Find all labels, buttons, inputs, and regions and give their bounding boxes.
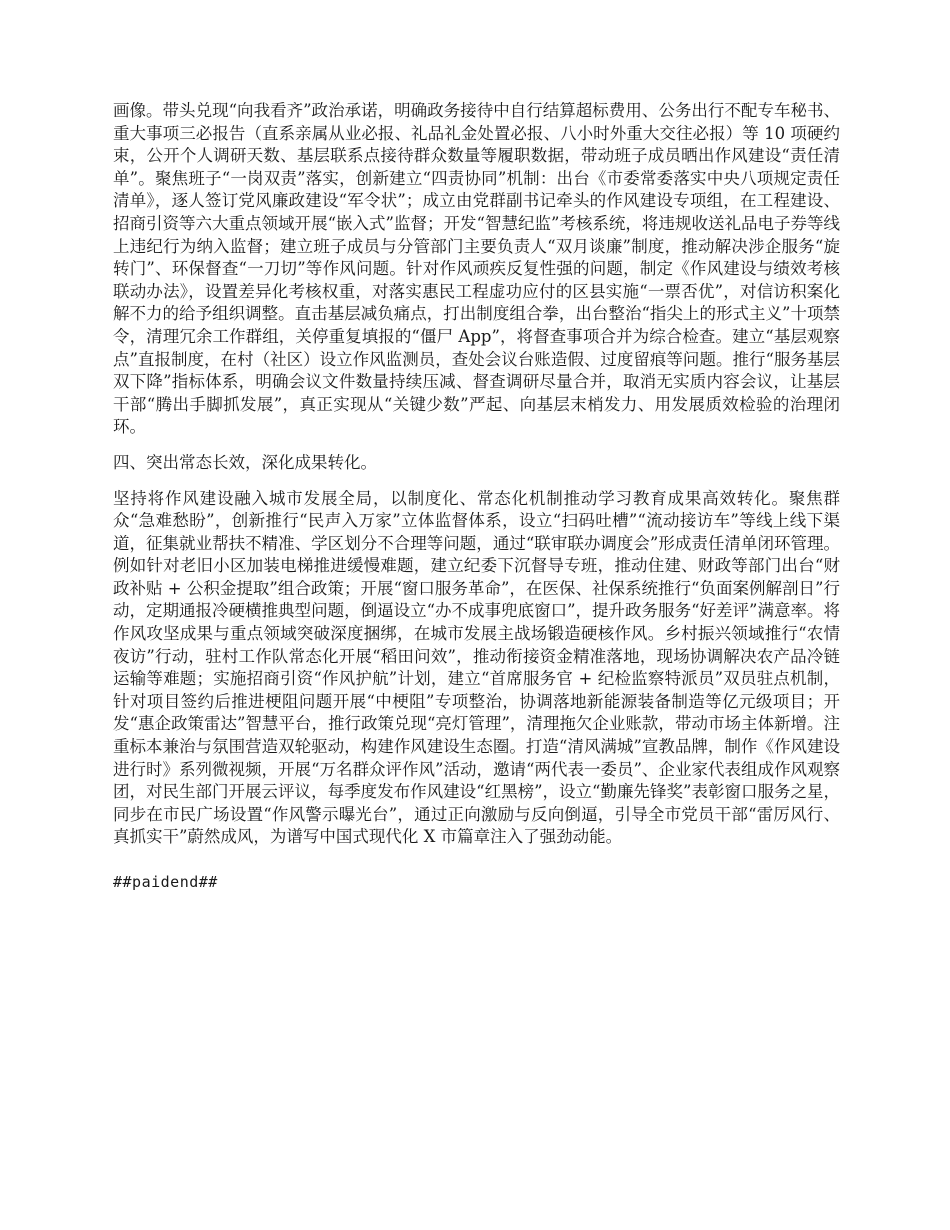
section-heading: 四、突出常态长效，深化成果转化。 xyxy=(113,452,377,472)
paid-end-marker: ##paidend## xyxy=(113,873,218,891)
body-paragraph: 画像。带头兑现“向我看齐”政治承诺，明确政务接待中自行结算超标费用、公务出行不配专车秘书、重大事项三必报告（直系亲属从业必报、礼品礼金处置必报、八小时外重大交往必报）等 10 项硬约束，公开个人调研天数、基层联系点接待群众数量等履职数据，带动班子成员晒出作风建设“责任清单”。聚焦班子“一岗双责”落实，创新建立“四责协同”机制：出台《市委常委落实中央八项规定责任清单》，逐人签订党风廉政建设“军令状”；成立由党群副书记牵头的作风建设专项组，在工程建设、招商引资等六大重点领域开展“嵌入式”监督；开发“智慧纪监”考核系统，将违规收送礼品电子券等线上违纪行为纳入监督；建立班子成员与分管部门主要负责人“双月谈廉”制度，推动解决涉企服务“旋转门”、环保督查“一刀切”等作风问题。针对作风顽疾反复性强的问题，制定《作风建设与绩效考核联动办法》，设置差异化考核权重，对落实惠民工程虚功应付的区县实施“一票否优”，对信访积案化解不力的给予组织调整。直击基层减负痛点，打出制度组合拳，出台整治“指尖上的形式主义”十项禁令，清理冗余工作群组，关停重复填报的“僵尸 App”，将督查事项合并为综合检查。建立“基层观察点”直报制度，在村（社区）设立作风监测员，查处会议台账造假、过度留痕等问题。推行“服务基层双下降”指标体系，明确会议文件数量持续压减、督查调研尽量合并，取消无实质内容会议，让基层干部“腾出手脚抓发展”，真正实现从“关键少数”严起、向基层末梢发力、用发展质效检验的治理闭环。 xyxy=(113,101,840,437)
document-page xyxy=(113,100,840,894)
body-paragraph: 坚持将作风建设融入城市发展全局，以制度化、常态化机制推动学习教育成果高效转化。聚焦群众“急难愁盼”，创新推行“民声入万家”立体监督体系，设立“扫码吐槽”“流动接访车”等线上线下渠道，征集就业帮扶不精准、学区划分不合理等问题，通过“联审联办调度会”形成责任清单闭环管理。例如针对老旧小区加装电梯推进缓慢难题，建立纪委下沉督导专班，推动住建、财政等部门出台“财政补贴 + 公积金提取”组合政策；开展“窗口服务革命”，在医保、社保系统推行“负面案例解剖日”行动，定期通报冷硬横推典型问题，倒逼设立“办不成事兜底窗口”，提升政务服务“好差评”满意率。将作风攻坚成果与重点领域突破深度捆绑，在城市发展主战场锻造硬核作风。乡村振兴领域推行“农情夜访”行动，驻村工作队常态化开展“稻田问效”，推动衔接资金精准落地，现场协调解决农产品冷链运输等难题；实施招商引资“作风护航”计划，建立“首席服务官 + 纪检监察特派员”双员驻点机制，针对项目签约后推进梗阻问题开展“中梗阻”专项整治，协调落地新能源装备制造等亿元级项目；开发“惠企政策雷达”智慧平台，推行政策兑现“亮灯管理”，清理拖欠企业账款，带动市场主体新增。注重标本兼治与氛围营造双轮驱动，构建作风建设生态圈。打造“清风满城”宣教品牌，制作《作风建设进行时》系列微视频，开展“万名群众评作风”活动，邀请“两代表一委员”、企业家代表组成作风观察团，对民生部门开展云评议，每季度发布作风建设“红黑榜”，设立“勤廉先锋奖”表彰窗口服务之星，同步在市民广场设置“作风警示曝光台”，通过正向激励与反向倒逼，引导全市党员干部“雷厉风行、真抓实干”蔚然成风，为谱写中国式现代化 X 市篇章注入了强劲动能。 xyxy=(113,488,840,847)
